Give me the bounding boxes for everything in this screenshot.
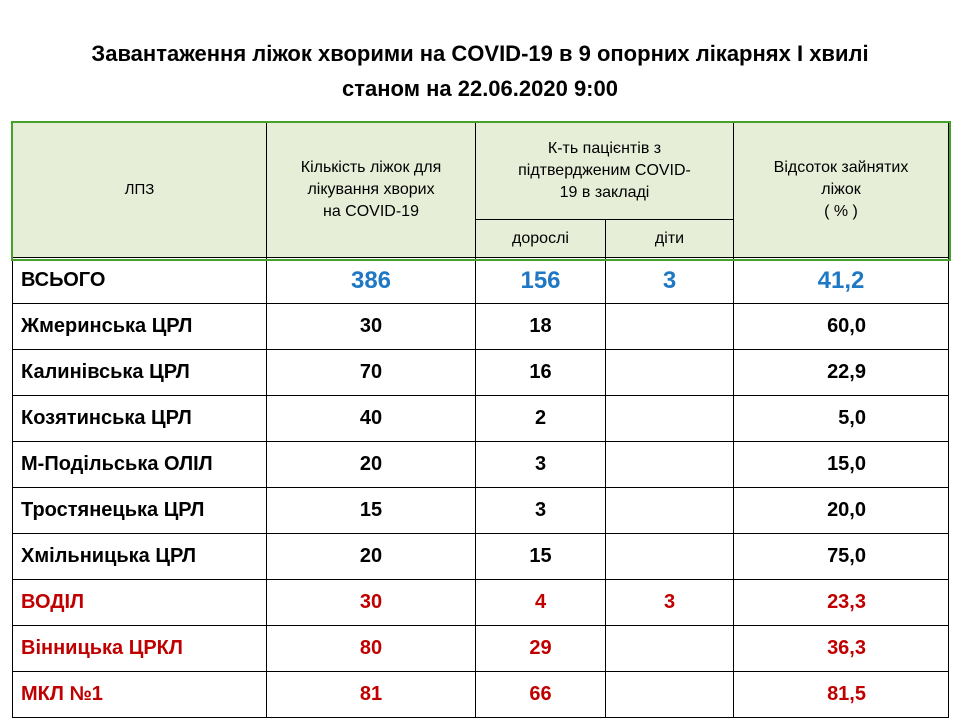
table-row [13, 626, 949, 672]
cell-percent: 15,0 [734, 442, 949, 488]
header-children: діти [606, 220, 734, 258]
table-row [13, 672, 949, 718]
cell-name: Жмеринська ЦРЛ [13, 304, 267, 350]
cell-beds: 386 [267, 258, 476, 304]
cell-name: Калинівська ЦРЛ [13, 350, 267, 396]
header-beds-line: лікування хворих [307, 181, 435, 198]
table-row [13, 396, 949, 442]
table-row [13, 350, 949, 396]
table-row-total [13, 258, 949, 304]
table-row [13, 442, 949, 488]
cell-percent: 20,0 [734, 488, 949, 534]
cell-children: 3 [606, 258, 734, 304]
cell-children [606, 350, 734, 396]
cell-name: Козятинська ЦРЛ [13, 396, 267, 442]
header-patients-line: підтвердженим COVID- [518, 162, 691, 179]
cell-adults: 15 [476, 534, 606, 580]
header-beds-line: Кількість ліжок для [300, 159, 442, 176]
cell-name: Вінницька ЦРКЛ [13, 626, 267, 672]
cell-name: М-Подільська ОЛІЛ [13, 442, 267, 488]
cell-children: 3 [606, 580, 734, 626]
cell-name: МКЛ №1 [13, 672, 267, 718]
cell-adults: 2 [476, 396, 606, 442]
page-title [0, 36, 960, 106]
cell-percent: 23,3 [734, 580, 949, 626]
cell-children [606, 534, 734, 580]
header-adults: дорослі [476, 220, 606, 258]
cell-percent: 60,0 [734, 304, 949, 350]
title-line-1: Завантаження ліжок хворими на COVID-19 в 9 опорних лікарнях І хвилі [91, 41, 869, 66]
cell-percent: 36,3 [734, 626, 949, 672]
cell-children [606, 442, 734, 488]
cell-beds: 81 [267, 672, 476, 718]
header-percent [734, 123, 949, 258]
header-beds [267, 123, 476, 258]
cell-name: Хмільницька ЦРЛ [13, 534, 267, 580]
table-row [13, 488, 949, 534]
header-percent-line: ( % ) [824, 203, 858, 220]
header-percent-line: Відсоток зайнятих [773, 159, 909, 176]
header-percent-line: ліжок [821, 181, 861, 198]
cell-percent: 81,5 [734, 672, 949, 718]
cell-name: Тростянецька ЦРЛ [13, 488, 267, 534]
title-line-2: станом на 22.06.2020 9:00 [342, 76, 618, 101]
cell-adults: 4 [476, 580, 606, 626]
cell-beds: 30 [267, 580, 476, 626]
cell-beds: 70 [267, 350, 476, 396]
cell-beds: 40 [267, 396, 476, 442]
table-row [13, 304, 949, 350]
header-patients [476, 123, 734, 220]
cell-children [606, 488, 734, 534]
cell-adults: 18 [476, 304, 606, 350]
cell-beds: 15 [267, 488, 476, 534]
cell-beds: 80 [267, 626, 476, 672]
cell-percent: 41,2 [734, 258, 949, 304]
cell-children [606, 304, 734, 350]
cell-beds: 30 [267, 304, 476, 350]
cell-name: ВОДІЛ [13, 580, 267, 626]
cell-adults: 3 [476, 488, 606, 534]
bed-occupancy-table [12, 122, 949, 718]
header-patients-line: 19 в закладі [559, 184, 650, 201]
cell-percent: 5,0 [734, 396, 949, 442]
cell-percent: 22,9 [734, 350, 949, 396]
cell-adults: 3 [476, 442, 606, 488]
cell-children [606, 396, 734, 442]
cell-name: ВСЬОГО [13, 258, 267, 304]
header-lpz: ЛПЗ [13, 123, 267, 258]
cell-beds: 20 [267, 442, 476, 488]
cell-adults: 29 [476, 626, 606, 672]
header-patients-line: К-ть пацієнтів з [547, 140, 662, 157]
cell-beds: 20 [267, 534, 476, 580]
table-row [13, 534, 949, 580]
cell-children [606, 672, 734, 718]
cell-adults: 156 [476, 258, 606, 304]
cell-adults: 16 [476, 350, 606, 396]
cell-children [606, 626, 734, 672]
cell-adults: 66 [476, 672, 606, 718]
table-row [13, 580, 949, 626]
cell-percent: 75,0 [734, 534, 949, 580]
header-beds-line: на COVID-19 [323, 203, 419, 220]
